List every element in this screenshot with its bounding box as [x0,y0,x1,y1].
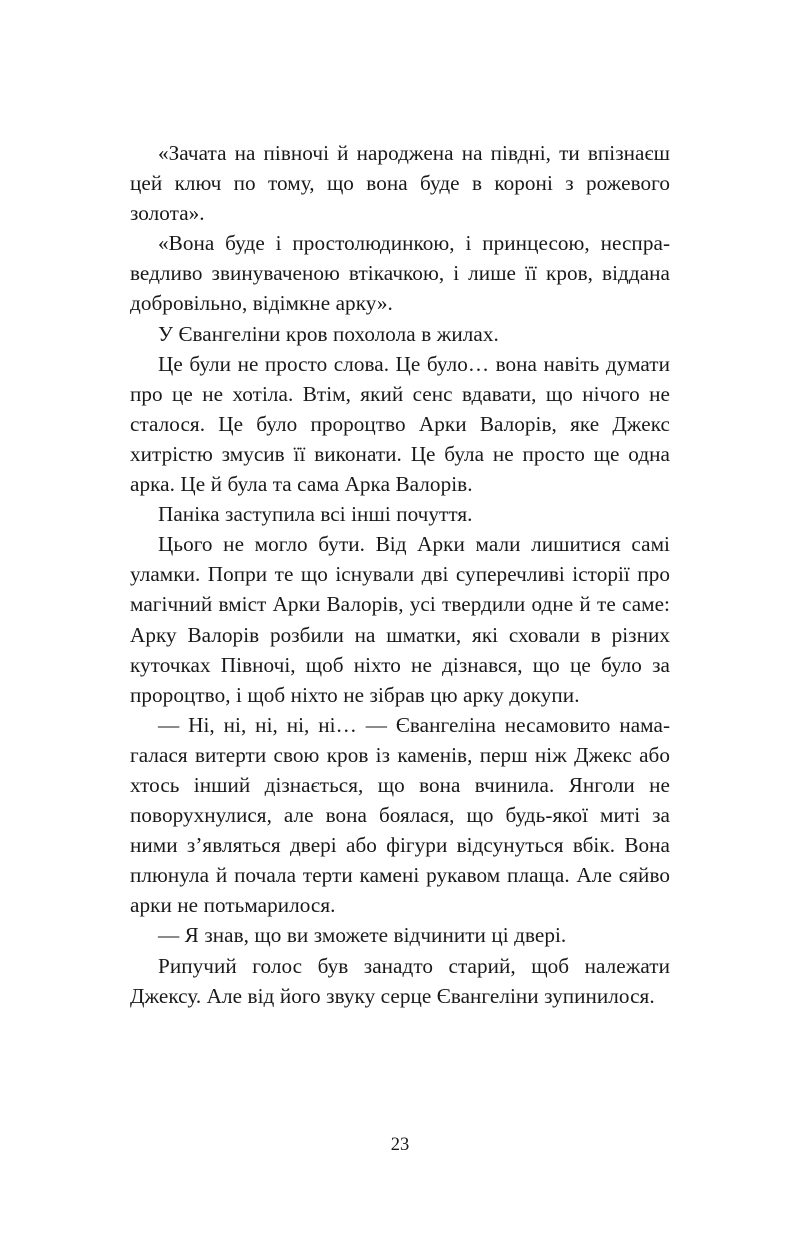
paragraph: Це були не просто слова. Це було… вона навіть думати про це не хотіла. Втім, який сенс вдавати, що нічого не сталося. Це було пророцтво Арки Валорів, яке Джекс хитрістю змусив її виконати. Це була не просто ще одна арка. Це й була та сама Арка Валорів. [130,351,670,497]
paragraph: — Ні, ні, ні, ні, ні… — Євангеліна несамовито намагалася витерти свою кров із каменів, перш ніж Джекс або хтось інший дізнається, що вона вчинила. Янголи не поворухнулися, але вона боялася, що будь-якої миті за ними з’являться двері або фігури відсунуться вбік. Вона плюнула й почала терти камені рукавом плаща. Але сяйво арки не потьмарилося. [130,712,670,918]
paragraph: Рипучий голос був занадто старий, щоб належати Джексу. Але від його звуку серце Євангеліни зупинилося. [130,953,670,1008]
paragraph: «Зачата на півночі й народжена на півдні, ти впізнаєш цей ключ по тому, що вона буде в короні з рожевого золота». [130,141,670,226]
paragraph: Паніка заступила всі інші почуття. [158,502,473,527]
paragraph: — Я знав, що ви зможете відчинити ці двері. [158,923,567,948]
paragraph: Цього не могло бути. Від Арки мали лишитися самі уламки. Попри те що існували дві суперечливі історії про магічний вміст Арки Валорів, усі твердили одне й те саме: Арку Валорів розбили на шматки, які сховали в різних куточках Півночі, щоб ніхто не дізнався, що це було за пророцтво, і щоб ніхто не зібрав цю арку докупи. [130,532,670,707]
page-number: 23 [390,1135,410,1155]
paragraph: «Вона буде і простолюдинкою, і принцесою, несправедливо звинуваченою втікачкою, і лише її кров, віддана добровільно, відімкне арку». [130,231,670,316]
paragraph: У Євангеліни кров похолола в жилах. [158,321,499,346]
page-text-block [130,138,670,1011]
